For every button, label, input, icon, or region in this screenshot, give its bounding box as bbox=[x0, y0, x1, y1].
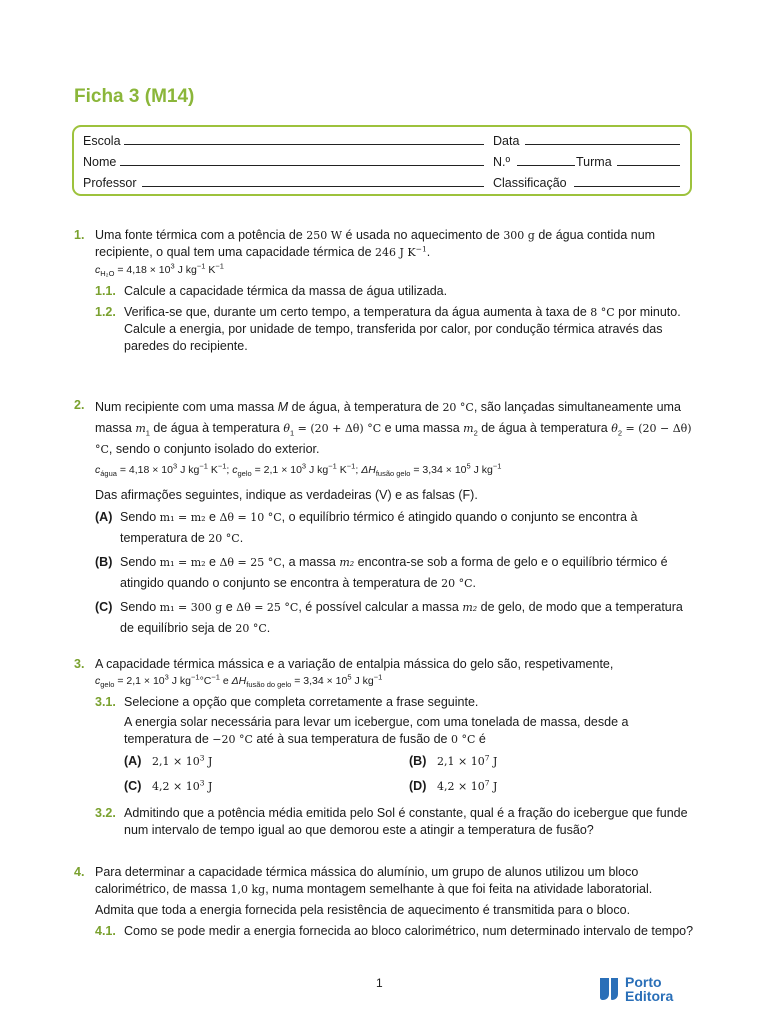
numero-field[interactable] bbox=[517, 153, 575, 166]
data-field[interactable] bbox=[525, 132, 680, 145]
statement-c: (C) Sendo m₁ = 300 g e Δθ = 25 °C, é possível calcular a massa m₂ de gelo, de modo que a temperatura de equilíbrio seja de 20 °C. bbox=[95, 600, 683, 635]
subquestion-3-1: 3.1. Selecione a opção que completa corretamente a frase seguinte. A energia solar necessária para levar um icebergue, com uma tonelada de massa, desde a temperatura de −20 °C até à sua temperatura de fusão de 0 °C é (A) $2,1 \times 10^3$ J (B) $2,1 \times 10^7$ J (C) $4,2 \times 10^3$ J (D) $4,2 \times 10^7$ J bbox=[95, 694, 694, 797]
capacity-value: 246 J $K^{-1}$ bbox=[375, 244, 427, 259]
option-c[interactable]: (C) $4,2 \times 10^3$ J bbox=[124, 778, 213, 793]
question-number: 1. bbox=[74, 228, 85, 242]
data-line: $c_{H_2O} = 4,18 \times 10^3$ J $kg^{-1}$ $K^{-1}$ bbox=[95, 261, 224, 279]
data-line: $c_{água} = 4,18 \times 10^3$ J $kg^{-1}$ $K^{-1}$; $c_{gelo} = 2,1 \times 10^3$ J $kg^{-1}$ $K^{-1}$; $\Delta H_{fusão gelo} = 3,34 \times 10^5$ J $kg^{-1}$ bbox=[95, 461, 502, 479]
classificacao-field[interactable] bbox=[574, 174, 680, 187]
porto-editora-logo-icon bbox=[598, 976, 620, 1002]
instructions: Das afirmações seguintes, indique as verdadeiras (V) e as falsas (F). bbox=[95, 488, 478, 502]
page-number: 1 bbox=[376, 976, 383, 990]
option-b[interactable]: (B) $2,1 \times 10^7$ J bbox=[409, 753, 498, 768]
subquestion-3-2: 3.2. Admitindo que a potência média emitida pelo Sol é constante, qual é a fração do icebergue que funde num intervalo de tempo igual ao que demorou este a atingir a temperatura de fusão? bbox=[95, 806, 688, 837]
question-note: Admita que toda a energia fornecida pela resistência de aquecimento é transmitida para o bloco. bbox=[95, 903, 631, 917]
question-number: 4. bbox=[74, 865, 85, 879]
nome-label: Nome bbox=[83, 155, 117, 169]
option-d[interactable]: (D) $4,2 \times 10^7$ J bbox=[409, 778, 498, 793]
question-number: 2. bbox=[74, 398, 85, 412]
professor-label: Professor bbox=[83, 176, 137, 190]
student-info-box bbox=[72, 125, 692, 196]
nome-field[interactable] bbox=[120, 153, 484, 166]
question-text: Para determinar a capacidade térmica mássica do alumínio, um grupo de alunos utilizou um bloco calorimétrico, de massa 1,0 kg, numa montagem semelhante à que foi feita na atividade laboratorial. bbox=[95, 865, 653, 896]
data-line: $c_{gelo} = 2,1 \times 10^3$ J $kg^{-1}^\circ C^{-1}$ e $\Delta H_{fusão do gelo} = 3,34 \times 10^5$ J $kg^{-1}$ bbox=[95, 672, 383, 690]
escola-field[interactable] bbox=[124, 132, 484, 145]
question-2 bbox=[74, 397, 694, 639]
question-text: A capacidade térmica mássica e a variação de entalpia mássica do gelo são, respetivamente, bbox=[95, 657, 614, 671]
professor-field[interactable] bbox=[142, 174, 484, 187]
turma-field[interactable] bbox=[617, 153, 680, 166]
power-value: 250 W bbox=[306, 229, 343, 242]
escola-label: Escola bbox=[83, 134, 121, 148]
question-text: Uma fonte térmica com a potência de 250 W é usada no aquecimento de 300 g de água contida num recipiente, o qual tem uma capacidade térmica de 246 J $K^{-1}$. bbox=[95, 228, 656, 259]
statement-b: (B) Sendo m₁ = m₂ e Δθ = 25 °C, a massa m₂ encontra-se sob a forma de gelo e o equilíbrio térmico é atingido quando o conjunto se encontra à temperatura de 20 °C. bbox=[95, 555, 668, 590]
statement-a: (A) Sendo m₁ = m₂ e Δθ = 10 °C, o equilíbrio térmico é atingido quando o conjunto se encontra à temperatura de 20 °C. bbox=[95, 510, 638, 545]
classificacao-label: Classificação bbox=[493, 176, 567, 190]
logo-line-1: Porto bbox=[625, 974, 662, 990]
data-label: Data bbox=[493, 134, 520, 148]
subquestion-1-2: 1.2. Verifica-se que, durante um certo tempo, a temperatura da água aumenta à taxa de 8 °C por minuto. Calcule a energia, por unidade de tempo, transferida por calor, por condução térmica através das paredes do recipiente. bbox=[95, 305, 681, 353]
porto-editora-logo bbox=[598, 975, 673, 1003]
turma-label: Turma bbox=[576, 155, 612, 169]
logo-line-2: Editora bbox=[625, 988, 674, 1004]
question-4 bbox=[74, 864, 694, 940]
option-a[interactable]: (A) $2,1 \times 10^3$ J bbox=[124, 753, 213, 768]
question-3 bbox=[74, 656, 694, 839]
subquestion-4-1: 4.1. Como se pode medir a energia fornecida ao bloco calorimétrico, num determinado intervalo de tempo? bbox=[95, 924, 694, 938]
question-number: 3. bbox=[74, 657, 85, 671]
mass-value: 300 g bbox=[503, 229, 535, 242]
question-text: Num recipiente com uma massa M de água, à temperatura de 20 °C, são lançadas simultaneamente uma massa $m_1$ de água à temperatura $\theta_1 = (20 + \Delta\theta)$ °C e uma massa $m_2$ de água à temperatura $\theta_2 = (20 - \Delta\theta)$ °C, sendo o conjunto isolado do exterior. bbox=[95, 400, 692, 456]
page-title: Ficha 3 (M14) bbox=[74, 86, 195, 107]
subquestion-1-1: 1.1. Calcule a capacidade térmica da massa de água utilizada. bbox=[95, 284, 448, 298]
numero-label: N.º bbox=[493, 155, 511, 169]
question-1 bbox=[74, 227, 694, 355]
